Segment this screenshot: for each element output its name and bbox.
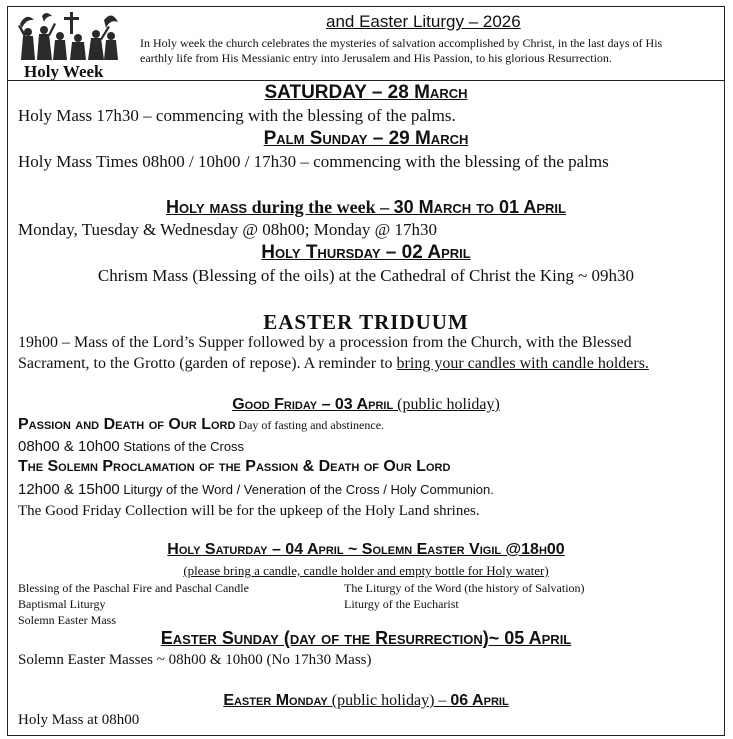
stations-text: Stations of the Cross xyxy=(119,439,245,454)
triduum-line-2 xyxy=(18,355,649,373)
weekday-heading-part-c: 30 March to 01 April xyxy=(393,197,566,217)
fasting-note: Day of fasting and abstinence. xyxy=(235,418,385,432)
intro-line-2: earthly life from His Messianic entry into Jerusalem and His Passion, to his glorious Resurrection. xyxy=(140,51,612,65)
good-friday-title: Good Friday – 03 April xyxy=(232,396,394,413)
liturgy-text: Liturgy of the Word / Veneration of the Cross / Holy Communion. xyxy=(119,482,494,497)
solemn-proclamation: The Solemn Proclamation of the Passion & Death of Our Lord xyxy=(18,458,451,475)
weekday-heading-part-b: during the week – xyxy=(247,197,394,217)
palm-sunday-mass-line: Holy Mass Times 08h00 / 10h00 / 17h30 – commencing with the blessing of the palms xyxy=(18,152,609,171)
weekday-mass-line: Monday, Tuesday & Wednesday @ 08h00; Monday @ 17h30 xyxy=(18,220,438,239)
easter-sunday-heading: Easter Sunday (day of the Resurrection)~ 05 April xyxy=(160,628,572,648)
logo-caption: Holy Week xyxy=(24,62,104,81)
easter-monday-date: 06 April xyxy=(450,692,509,709)
liturgy-time: 12h00 & 15h00 xyxy=(18,481,120,498)
stations-line xyxy=(18,438,244,456)
vigil-right-item: Liturgy of the Eucharist xyxy=(344,597,459,611)
vigil-left-item: Blessing of the Paschal Fire and Paschal Candle xyxy=(18,581,249,595)
passion-title: Passion and Death of Our Lord xyxy=(18,416,236,433)
vigil-left-item: Baptismal Liturgy xyxy=(18,597,106,611)
chrism-mass-line: Chrism Mass (Blessing of the oils) at the Cathedral of Christ the King ~ 09h30 xyxy=(97,266,635,285)
palm-sunday-heading: Palm Sunday – 29 March xyxy=(263,128,469,149)
weekday-heading-part-a: Holy mass xyxy=(166,197,248,217)
vigil-left-item: Solemn Easter Mass xyxy=(18,613,116,627)
stations-time: 08h00 & 10h00 xyxy=(18,438,120,455)
liturgy-line xyxy=(18,481,494,499)
saturday-mass-line: Holy Mass 17h30 – commencing with the blessing of the palms. xyxy=(18,106,456,125)
easter-monday-heading xyxy=(7,692,725,710)
easter-triduum-heading: EASTER TRIDUUM xyxy=(263,310,469,334)
holy-saturday-heading: Holy Saturday – 04 April ~ Solemn Easter Vigil @18h00 xyxy=(167,541,565,558)
holy-thursday-heading: Holy Thursday – 02 April xyxy=(261,242,471,263)
vigil-right-item: The Liturgy of the Word (the history of Salvation) xyxy=(344,581,585,595)
saturday-heading: SATURDAY – 28 March xyxy=(264,82,468,103)
good-friday-heading xyxy=(7,396,725,414)
page-title: and Easter Liturgy – 2026 xyxy=(326,12,521,31)
easter-monday-title: Easter Monday xyxy=(223,692,328,709)
triduum-line-2-text: Sacrament, to the Grotto (garden of repose). A reminder to xyxy=(18,355,397,372)
candle-reminder: bring your candles with candle holders. xyxy=(396,355,649,372)
good-friday-holiday-note: (public holiday) xyxy=(393,396,500,413)
easter-monday-holiday-note: (public holiday) – xyxy=(327,692,451,709)
holy-saturday-reminder: (please bring a candle, candle holder and empty bottle for Holy water) xyxy=(183,563,549,578)
triduum-line-1: 19h00 – Mass of the Lord’s Supper followed by a procession from the Church, with the Blessed xyxy=(18,334,632,351)
passion-line xyxy=(18,416,384,434)
easter-sunday-mass-line: Solemn Easter Masses ~ 08h00 & 10h00 (No 17h30 Mass) xyxy=(18,652,372,668)
good-friday-collection: The Good Friday Collection will be for the upkeep of the Holy Land shrines. xyxy=(18,503,480,519)
header-divider xyxy=(7,80,725,81)
easter-monday-mass-line: Holy Mass at 08h00 xyxy=(18,712,140,728)
weekday-heading xyxy=(7,197,725,218)
intro-line-1: In Holy week the church celebrates the mysteries of salvation accomplished by Christ, in the last days of His xyxy=(140,36,663,50)
